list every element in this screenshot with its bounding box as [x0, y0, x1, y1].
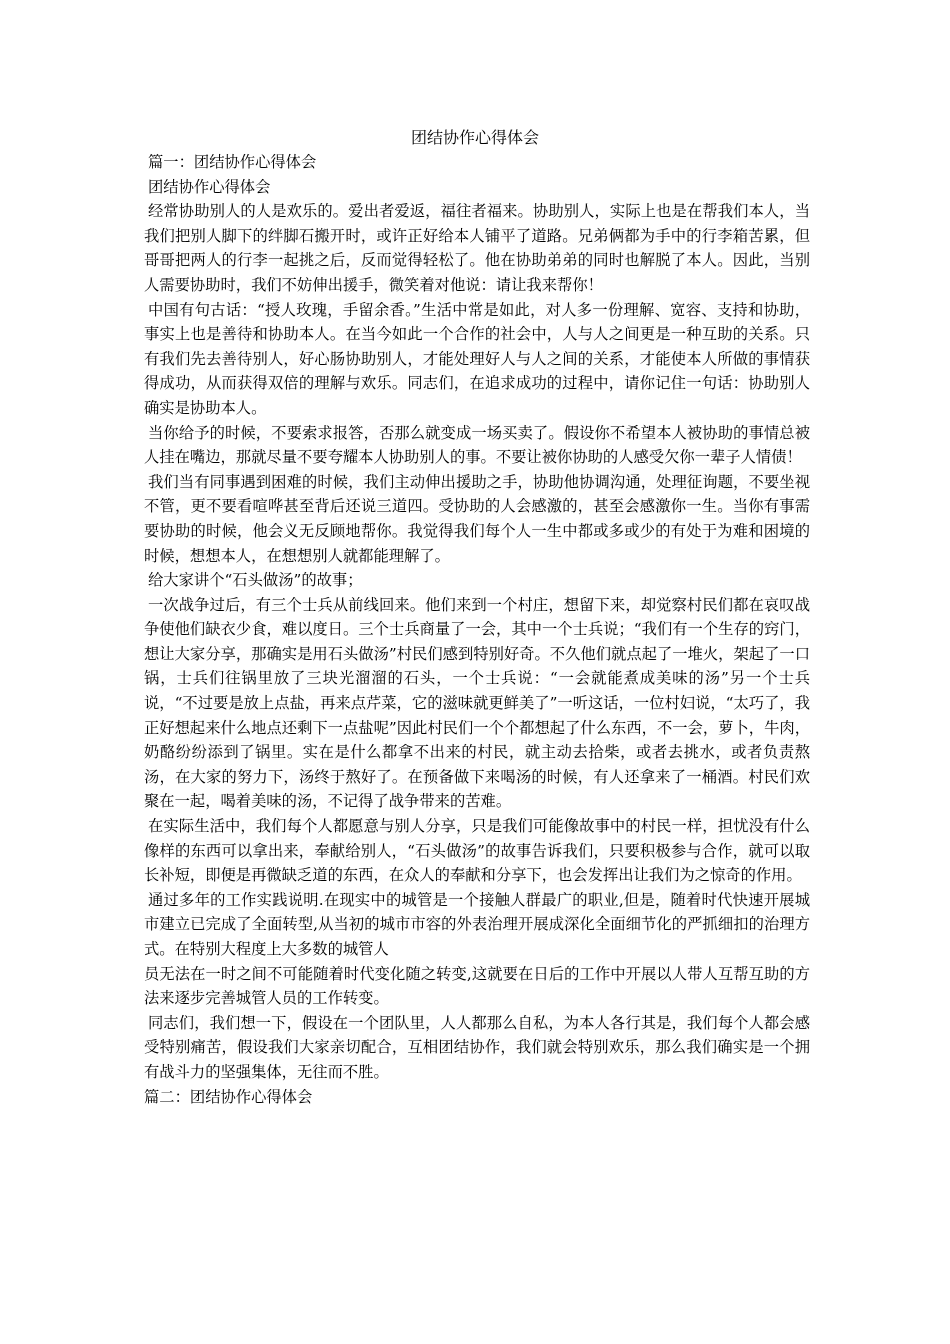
paragraph: 通过多年的工作实践说明.在现实中的城管是一个接触人群最广的职业,但是，随着时代快速开展城市建立已完成了全面转型,从当初的城市市容的外表治理开展成深化全面细节化的严抓细扣的治理方式。在特别大程度上大多数的城管人: [144, 890, 810, 958]
section-heading: 篇二：团结协作心得体会: [144, 1087, 313, 1106]
paragraph: 一次战争过后，有三个士兵从前线回来。他们来到一个村庄，想留下来，却觉察村民们都在哀叹战争使他们缺衣少食，难以度日。三个士兵商量了一会，其中一个士兵说；“我们有一个生存的窍门，想让大家分享，那确实是用石头做汤”村民们感到特别好奇。不久他们就点起了一堆火，架起了一口锅，士兵们往锅里放了三块光溜溜的石头，一个士兵说：“一会就能煮成美味的汤”另一个士兵说，“不过要是放上点盐，再来点芹菜，它的滋味就更鲜美了”一听这话，一位村妇说，“太巧了，我正好想起来什么地点还剩下一点盐呢”因此村民们一个个都想起了什么东西，不一会，萝卜，牛肉，奶酪纷纷添到了锅里。实在是什么都拿不出来的村民，就主动去拾柴，或者去挑水，或者负责熬汤，在大家的努力下，汤终于熬好了。在预备做下来喝汤的时候，有人还拿来了一桶酒。村民们欢聚在一起，喝着美味的汤，不记得了战争带来的苦难。: [144, 595, 810, 811]
document-title: 团结协作心得体会: [410, 128, 539, 147]
paragraph: 同志们，我们想一下，假设在一个团队里，人人都那么自私，为本人各行其是，我们每个人都会感受特别痛苦，假设我们大家亲切配合，互相团结协作，我们就会特别欢乐，那么我们确实是一个拥有战斗力的坚强集体，无往而不胜。: [144, 1013, 810, 1081]
paragraph: 员无法在一时之间不可能随着时代变化随之转变,这就要在日后的工作中开展以人带人互帮互助的方法来逐步完善城管人员的工作转变。: [144, 964, 810, 1008]
section-heading: 篇一：团结协作心得体会: [148, 153, 317, 171]
paragraph: 中国有句古话：“授人玫瑰，手留余香。”生活中常是如此，对人多一份理解、宽容、支持和协助，事实上也是善待和协助本人。在当今如此一个合作的社会中，人与人之间更是一种互助的关系。只有我们先去善待别人，好心肠协助别人，才能处理好人与人之间的关系，才能使本人所做的事情获得成功，从而获得双倍的理解与欢乐。同志们，在追求成功的过程中，请你记住一句话：协助别人确实是协助本人。: [144, 300, 810, 417]
document-body: [144, 150, 810, 1109]
paragraph: 在实际生活中，我们每个人都愿意与别人分享，只是我们可能像故事中的村民一样，担忧没有什么像样的东西可以拿出来，奉献给别人，“石头做汤”的故事告诉我们，只要积极参与合作，就可以取长补短，即便是再微缺乏道的东西，在众人的奉献和分享下，也会发挥出让我们为之惊奇的作用。: [144, 817, 810, 885]
paragraph: 经常协助别人的人是欢乐的。爱出者爱返，福往者福来。协助别人，实际上也是在帮我们本人，当我们把别人脚下的绊脚石搬开时，或许正好给本人铺平了道路。兄弟俩都为手中的行李箱苦累，但哥哥把两人的行李一起挑之后，反而觉得轻松了。他在协助弟弟的同时也解脱了本人。因此，当别人需要协助时，我们不妨伸出援手，微笑着对他说：请让我来帮你！: [144, 202, 810, 294]
paragraph: 我们当有同事遇到困难的时候，我们主动伸出援助之手，协助他协调沟通，处理征询题，不要坐视不管，更不要看喧哗甚至背后还说三道四。受协助的人会感激的，甚至会感激你一生。当你有事需要协助的时候，他会义无反顾地帮你。我觉得我们每个人一生中都或多或少的有处于为难和困境的时候，想想本人，在想想别人就都能理解了。: [144, 472, 810, 565]
section-subheading: 团结协作心得体会: [148, 177, 271, 196]
paragraph: 给大家讲个“石头做汤”的故事；: [148, 571, 363, 590]
paragraph: 当你给予的时候，不要索求报答，否那么就变成一场买卖了。假设你不希望本人被协助的事情总被人挂在嘴边，那就尽量不要夸耀本人协助别人的事。不要让被你协助的人感受欠你一辈子人情债！: [144, 423, 810, 467]
